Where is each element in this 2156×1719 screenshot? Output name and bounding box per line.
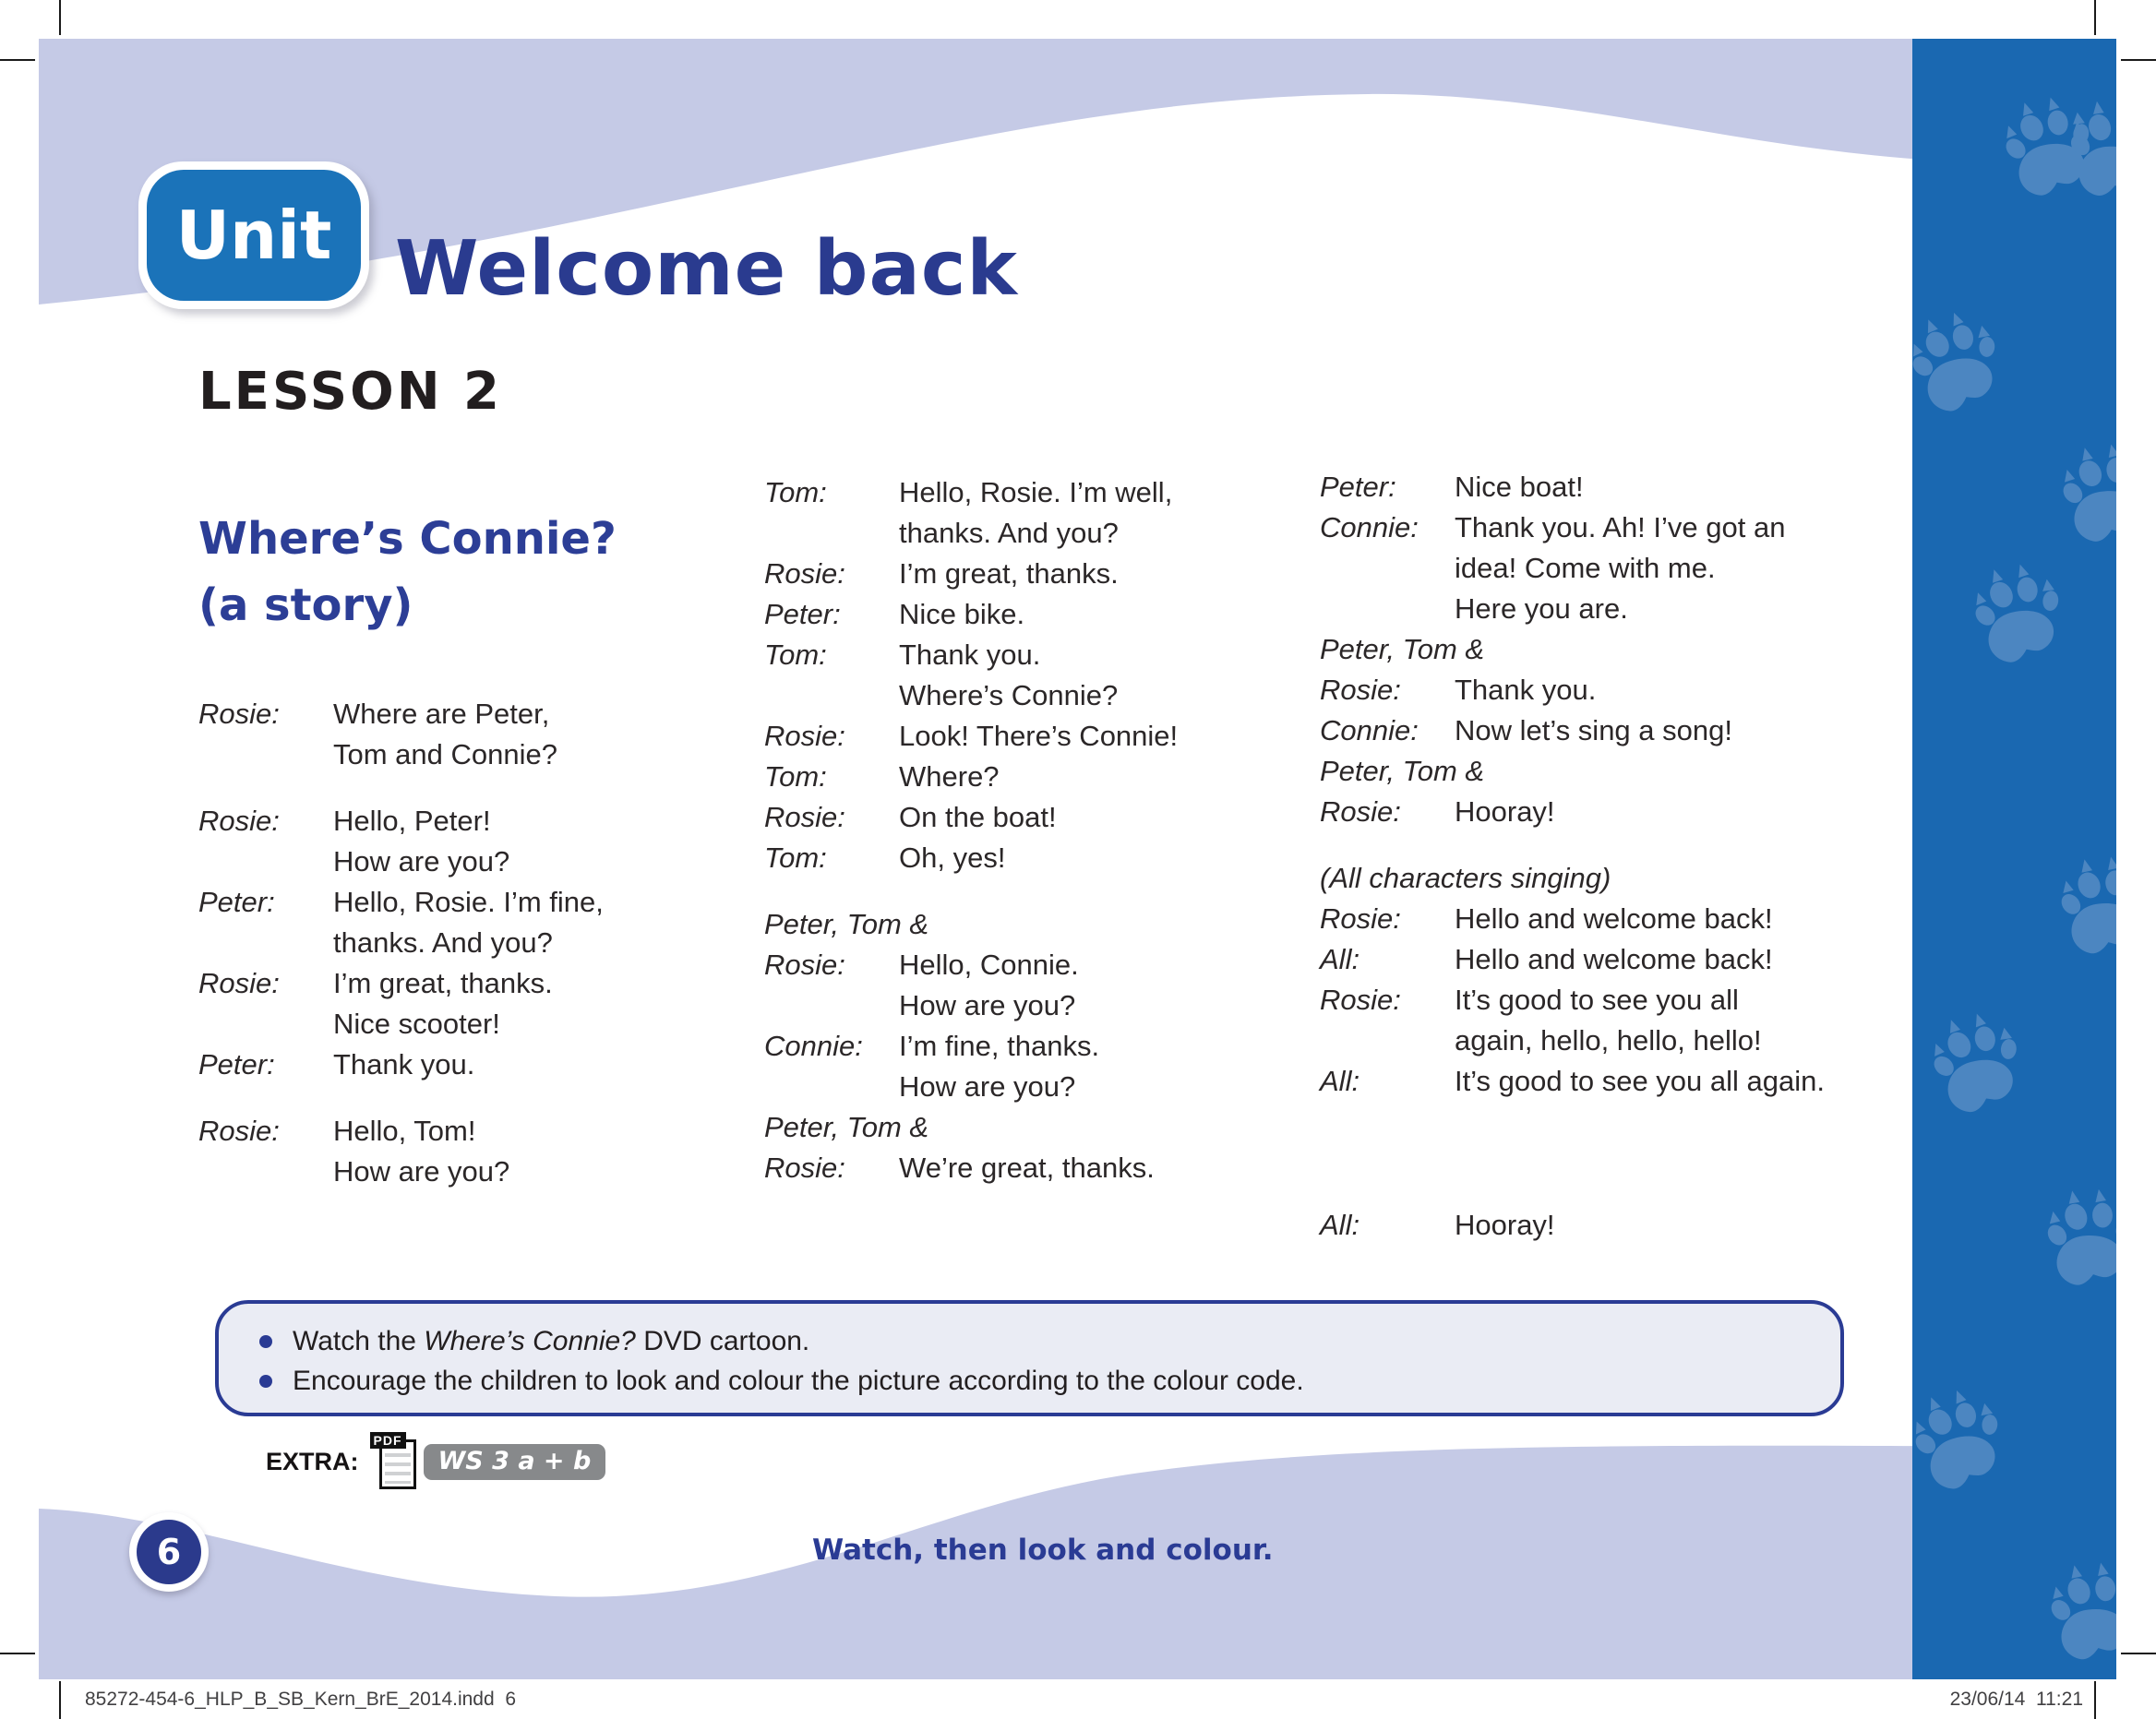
speaker-label: Rosie: (1320, 902, 1401, 935)
crop-mark (2121, 59, 2156, 61)
paw-print-icon (2045, 428, 2116, 556)
speaker-label: Connie: (1320, 511, 1419, 543)
speaker-label: Rosie: (198, 1115, 280, 1147)
dialogue-text: Hello and welcome back! (1455, 902, 1773, 935)
dialogue-text: It’s good to see you all (1455, 984, 1739, 1016)
dialogue-line (1320, 710, 1910, 751)
dialogue-entry (764, 716, 1355, 757)
dialogue-line (764, 757, 1355, 797)
dialogue-text: Nice bike. (899, 598, 1025, 630)
unit-badge-label: Unit (147, 170, 361, 301)
activity-bullet-2 (259, 1361, 1840, 1401)
dialogue-line (198, 842, 789, 882)
story-heading-line2: (a story) (198, 579, 413, 631)
dialogue-entry (764, 1107, 1355, 1188)
dialogue-text: Tom and Connie? (333, 738, 557, 770)
speaker-label: Connie: (764, 1030, 863, 1062)
dialogue-entry (1320, 751, 1910, 832)
dialogue-line (1320, 939, 1910, 980)
dialogue-text: Where are Peter, (333, 698, 550, 730)
bullet-text: DVD cartoon. (635, 1325, 810, 1356)
dialogue-line (764, 635, 1355, 675)
dialogue-text: again, hello, hello, hello! (1455, 1024, 1762, 1056)
dialogue-entry (1320, 507, 1910, 629)
dialogue-line (764, 904, 1355, 945)
print-filename: 85272-454-6_HLP_B_SB_Kern_BrE_2014.indd 6 (85, 1689, 517, 1710)
dialogue-entry (764, 594, 1355, 635)
dialogue-line (1320, 670, 1910, 710)
dialogue-line (198, 963, 789, 1004)
dialogue-line (1320, 1021, 1910, 1061)
speaker-label: Rosie: (764, 801, 845, 833)
lesson-heading: LESSON 2 (198, 362, 503, 422)
paw-print-icon (2034, 1547, 2116, 1673)
dialogue-text: Oh, yes! (899, 842, 1006, 874)
page-number-badge (129, 1512, 209, 1592)
dialogue-entry (1320, 1061, 1910, 1102)
speaker-label: Peter: (198, 1048, 275, 1080)
bullet-dot-icon (259, 1375, 272, 1388)
dialogue-text: Hooray! (1455, 1209, 1555, 1241)
speaker-label: Tom: (764, 476, 827, 508)
dialogue-text: Nice scooter! (333, 1008, 500, 1040)
speaker-label: Peter: (198, 886, 275, 918)
dialogue-column-1 (198, 694, 789, 1192)
dialogue-text: Look! There’s Connie! (899, 720, 1179, 752)
dialogue-text: How are you? (899, 989, 1076, 1021)
dialogue-entry (1320, 467, 1910, 507)
speaker-label (764, 513, 899, 554)
speaker-label (198, 1004, 333, 1045)
speaker-label: Tom: (764, 639, 827, 671)
dialogue-text: Here you are. (1455, 592, 1628, 625)
speaker-label (1320, 548, 1455, 589)
speaker-label: Peter: (1320, 471, 1396, 503)
speaker-label (1320, 589, 1455, 629)
dialogue-text: Where? (899, 760, 1000, 793)
speaker-label: Rosie: (764, 1152, 845, 1184)
dialogue-entry (764, 838, 1355, 878)
speaker-label: Rosie: (764, 557, 845, 590)
dialogue-line (764, 513, 1355, 554)
dialogue-text: idea! Come with me. (1455, 552, 1716, 584)
bullet-text: Watch the (293, 1325, 425, 1356)
dialogue-line (1320, 467, 1910, 507)
paw-print-icon (1912, 994, 2048, 1129)
speaker-label: Peter, Tom & (1320, 755, 1485, 787)
speaker-label: Rosie: (764, 720, 845, 752)
dialogue-line (198, 923, 789, 963)
crop-mark (2121, 1653, 2156, 1654)
speaker-label (764, 1067, 899, 1107)
dialogue-text: I’m fine, thanks. (899, 1030, 1100, 1062)
extra-row (266, 1433, 605, 1487)
footer-instruction: Watch, then look and colour. (812, 1534, 1274, 1567)
dialogue-entry (198, 963, 789, 1045)
activity-bullet-1 (259, 1321, 1840, 1361)
worksheet-badge: WS 3 a + b (424, 1444, 606, 1480)
dialogue-text: Thank you. Ah! I’ve got an (1455, 511, 1786, 543)
dialogue-line (764, 472, 1355, 513)
dialogue-text: I’m great, thanks. (899, 557, 1119, 590)
dialogue-line (198, 1111, 789, 1152)
speaker-label: Rosie: (1320, 795, 1401, 828)
dialogue-entry (1320, 629, 1910, 710)
crop-mark (2094, 0, 2096, 35)
extra-label: EXTRA: (266, 1447, 359, 1475)
paw-print-icon (2044, 842, 2116, 967)
speaker-label: Tom: (764, 842, 827, 874)
paw-print-icon (1955, 545, 2089, 679)
dialogue-entry (764, 554, 1355, 594)
dialogue-text: thanks. And you? (899, 517, 1119, 549)
dialogue-text: Hello, Rosie. I’m fine, (333, 886, 604, 918)
speaker-label: Rosie: (764, 949, 845, 981)
dialogue-entry (1320, 1205, 1910, 1246)
dialogue-entry (198, 1111, 789, 1192)
dialogue-entry (764, 472, 1355, 554)
paw-print-icon (1912, 1369, 2030, 1508)
dialogue-text: Hooray! (1455, 795, 1555, 828)
dialogue-line (764, 1067, 1355, 1107)
dialogue-line (1320, 1205, 1910, 1246)
dialogue-entry (1320, 939, 1910, 980)
dialogue-text: Hello, Connie. (899, 949, 1079, 981)
speaker-label: All: (1320, 1209, 1360, 1241)
dialogue-text: Thank you. (1455, 674, 1597, 706)
dialogue-line (1320, 548, 1910, 589)
dialogue-line (764, 797, 1355, 838)
dialogue-line (764, 1148, 1355, 1188)
speaker-label (198, 734, 333, 775)
dialogue-line (198, 1045, 789, 1085)
crop-mark (59, 0, 61, 35)
dialogue-text: We’re great, thanks. (899, 1152, 1155, 1184)
crop-mark (0, 59, 35, 61)
unit-badge (138, 161, 369, 309)
dialogue-line (764, 554, 1355, 594)
bullet-dot-icon (259, 1335, 272, 1348)
dialogue-entry (764, 757, 1355, 797)
dialogue-text: Hello, Peter! (333, 805, 491, 837)
page-number: 6 (137, 1520, 201, 1584)
speaker-label (198, 923, 333, 963)
dialogue-text: I’m great, thanks. (333, 967, 553, 999)
story-heading (198, 506, 617, 639)
dialogue-line (1320, 751, 1910, 792)
dialogue-text: Nice boat! (1455, 471, 1584, 503)
speaker-label (198, 842, 333, 882)
dialogue-entry (764, 904, 1355, 1026)
dialogue-entry (198, 801, 789, 882)
speaker-label: Peter, Tom & (764, 908, 929, 940)
dialogue-line (1320, 899, 1910, 939)
dialogue-line (1320, 629, 1910, 670)
dialogue-text: Hello, Rosie. I’m well, (899, 476, 1173, 508)
speaker-label: Peter: (764, 598, 841, 630)
sidebar-paw-band (1912, 39, 2116, 1679)
speaker-label: Rosie: (1320, 984, 1401, 1016)
crop-mark (2094, 1681, 2096, 1719)
dialogue-entry (764, 797, 1355, 838)
dialogue-line (764, 716, 1355, 757)
dialogue-entry (198, 694, 789, 775)
dialogue-line (764, 675, 1355, 716)
dialogue-line (1320, 792, 1910, 832)
speaker-label: Rosie: (198, 805, 280, 837)
dialogue-line (764, 1107, 1355, 1148)
dialogue-entry (198, 1045, 789, 1085)
speaker-label: Rosie: (1320, 674, 1401, 706)
dialogue-line (1320, 980, 1910, 1021)
dialogue-line (1320, 507, 1910, 548)
activity-box (215, 1300, 1844, 1416)
dialogue-text: Now let’s sing a song! (1455, 714, 1732, 746)
speaker-label: Peter, Tom & (764, 1111, 929, 1143)
page-title: Welcome back (395, 225, 1018, 313)
speaker-label: Tom: (764, 760, 827, 793)
dialogue-entry (764, 1026, 1355, 1107)
dialogue-text: It’s good to see you all again. (1455, 1065, 1825, 1097)
crop-mark (0, 1653, 35, 1654)
speaker-label (198, 1152, 333, 1192)
dialogue-text: How are you? (333, 845, 510, 877)
dialogue-line (764, 1026, 1355, 1067)
dialogue-text: thanks. And you? (333, 926, 553, 959)
paw-print-icon (2032, 1176, 2116, 1298)
speaker-label (764, 985, 899, 1026)
dialogue-entry (1320, 980, 1910, 1061)
story-heading-line1: Where’s Connie? (198, 513, 617, 565)
speaker-label (1320, 1021, 1455, 1061)
pdf-icon-label: PDF (370, 1432, 406, 1449)
dialogue-line (764, 945, 1355, 985)
dialogue-text: How are you? (333, 1155, 510, 1188)
dialogue-line (764, 594, 1355, 635)
dialogue-line (764, 838, 1355, 878)
crop-mark (59, 1681, 61, 1719)
dialogue-line (198, 801, 789, 842)
dialogue-text: How are you? (899, 1070, 1076, 1103)
paw-print-icon (1912, 292, 2028, 430)
speaker-label: Rosie: (198, 967, 280, 999)
stage-direction: (All characters singing) (1320, 862, 1611, 894)
pdf-document-icon (373, 1433, 416, 1487)
dialogue-entry (764, 635, 1355, 716)
dialogue-line (198, 734, 789, 775)
dialogue-line (198, 1004, 789, 1045)
dialogue-line (1320, 1061, 1910, 1102)
dialogue-line (198, 694, 789, 734)
dialogue-column-3 (1320, 467, 1910, 1246)
dialogue-entry (1320, 899, 1910, 939)
speaker-label: Peter, Tom & (1320, 633, 1485, 665)
bullet-text-italic: Where’s Connie? (424, 1325, 636, 1356)
dialogue-text: Thank you. (333, 1048, 475, 1080)
dialogue-line (198, 882, 789, 923)
dialogue-entry (1320, 858, 1910, 899)
dialogue-line (764, 985, 1355, 1026)
speaker-label: All: (1320, 943, 1360, 975)
dialogue-column-2 (764, 472, 1355, 1188)
dialogue-text: Hello, Tom! (333, 1115, 476, 1147)
speaker-label: Connie: (1320, 714, 1419, 746)
dialogue-text: Where’s Connie? (899, 679, 1119, 711)
dialogue-line (1320, 589, 1910, 629)
speaker-label: Rosie: (198, 698, 280, 730)
dialogue-entry (1320, 710, 1910, 751)
dialogue-entry (198, 882, 789, 963)
dialogue-text: On the boat! (899, 801, 1057, 833)
bullet-text: Encourage the children to look and colour the picture according to the colour code. (293, 1365, 1304, 1396)
dialogue-text: Hello and welcome back! (1455, 943, 1773, 975)
dialogue-line (198, 1152, 789, 1192)
speaker-label (764, 675, 899, 716)
dialogue-text: Thank you. (899, 639, 1041, 671)
print-datetime: 23/06/14 11:21 (1949, 1689, 2083, 1710)
speaker-label: All: (1320, 1065, 1360, 1097)
